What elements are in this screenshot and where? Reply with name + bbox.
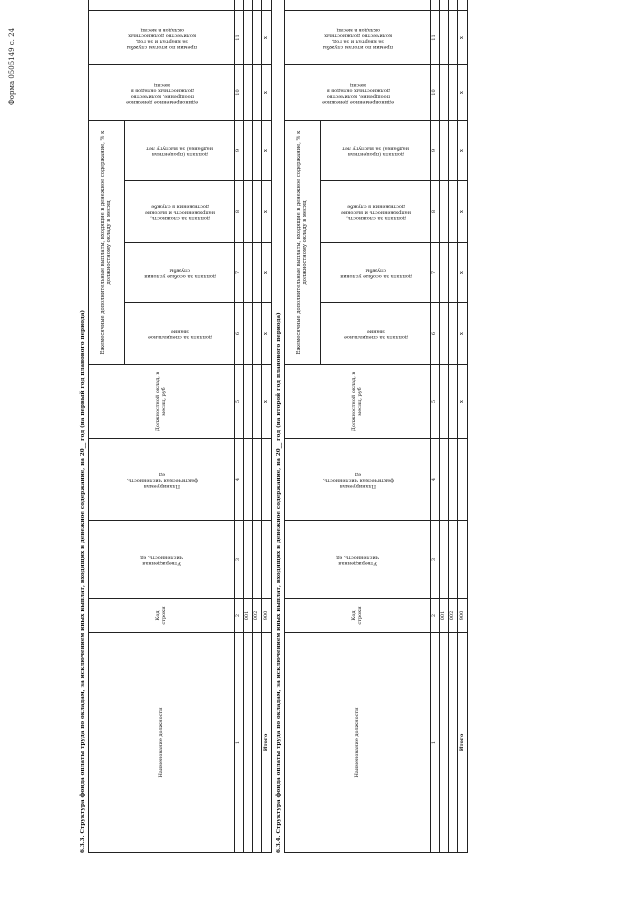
table-row: 001 (440, 0, 449, 853)
header-planned-count: Планируемая фактическая численность, ед (285, 439, 431, 521)
header-one-time-bonus: единовременное денежное поощрение, количество должностных окладов в месяц (89, 65, 235, 121)
table-row: 001 (244, 0, 253, 853)
header-complexity-pay: доплата за сложность, напряженность и высокие достижения в службе (125, 181, 235, 243)
header-approved-count: Утвержденная численность, ед (285, 521, 431, 599)
header-seniority-pay: доплата (процентная надбавка) за выслугу лет (321, 121, 431, 181)
header-row-code: Код строки (285, 599, 431, 633)
header-premium: премии по итогам службы за квартал и за год, количество должностных окладов в месяц (285, 11, 431, 65)
header-material-aid (285, 0, 431, 11)
header-position-name: Наименование должности (285, 633, 431, 853)
header-monthly-payments: Ежемесячные дополнительные выплаты, входящие в денежное содержание, % к должностному окладу в месяц (89, 121, 125, 365)
table-row: 002 (449, 0, 458, 853)
header-seniority-pay: доплата (процентная надбавка) за выслугу лет (125, 121, 235, 181)
table-6-3-4 (284, 0, 468, 853)
total-label: Итого (262, 633, 272, 853)
position-cell[interactable] (253, 633, 262, 853)
header-row-code: Код строки (89, 599, 235, 633)
header-special-conditions-pay: доплата за особые условия службы (125, 243, 235, 303)
table-row: 002 (253, 0, 262, 853)
total-label: Итого (458, 633, 468, 853)
header-approved-count: Утвержденная численность, ед (89, 521, 235, 599)
section-title-6-3-3: 6.3.3. Структура фонда оплаты труда по окладам, за исключением иных выплат, входящих в денежное содержание, на 20__ год (на первый год планового периода) (80, 310, 86, 853)
header-monthly-payments: Ежемесячные дополнительные выплаты, входящие в денежное содержание, % к должностному окладу в месяц (285, 121, 321, 365)
header-special-rank-pay: доплата за специальное звание (321, 303, 431, 365)
header-salary: Должностной оклад, в месяц, руб (89, 365, 235, 439)
column-number-row: 1 2 3 4 5 6 7 8 9 10 11 (235, 0, 244, 853)
position-cell[interactable] (244, 633, 253, 853)
form-number: Форма 0505149 с. 24 (8, 27, 16, 105)
column-number-row: 1 2 3 4 5 6 7 8 9 10 11 (431, 0, 440, 853)
section-title-6-3-4: 6.3.4. Структура фонда оплаты труда по окладам, за исключением иных выплат, входящих в денежное содержание, на 20__ год (на второй год планового периода) (276, 312, 282, 853)
position-cell[interactable] (449, 633, 458, 853)
total-row: Итого 900 x x x x x x x (458, 0, 468, 853)
header-salary: Должностной оклад, в месяц, руб (285, 365, 431, 439)
position-cell[interactable] (440, 633, 449, 853)
total-row: Итого 900 x x x x x x x (262, 0, 272, 853)
table-6-3-3 (88, 0, 272, 853)
header-complexity-pay: доплата за сложность, напряженность и высокие достижения в службе (321, 181, 431, 243)
header-position-name: Наименование должности (89, 633, 235, 853)
header-one-time-bonus: единовременное денежное поощрение, количество должностных окладов в месяц (285, 65, 431, 121)
header-planned-count: Планируемая фактическая численность, ед (89, 439, 235, 521)
header-special-rank-pay: доплата за специальное звание (125, 303, 235, 365)
header-special-conditions-pay: доплата за особые условия службы (321, 243, 431, 303)
header-material-aid (89, 0, 235, 11)
header-premium: премии по итогам службы за квартал и за год, количество должностных окладов в месяц (89, 11, 235, 65)
